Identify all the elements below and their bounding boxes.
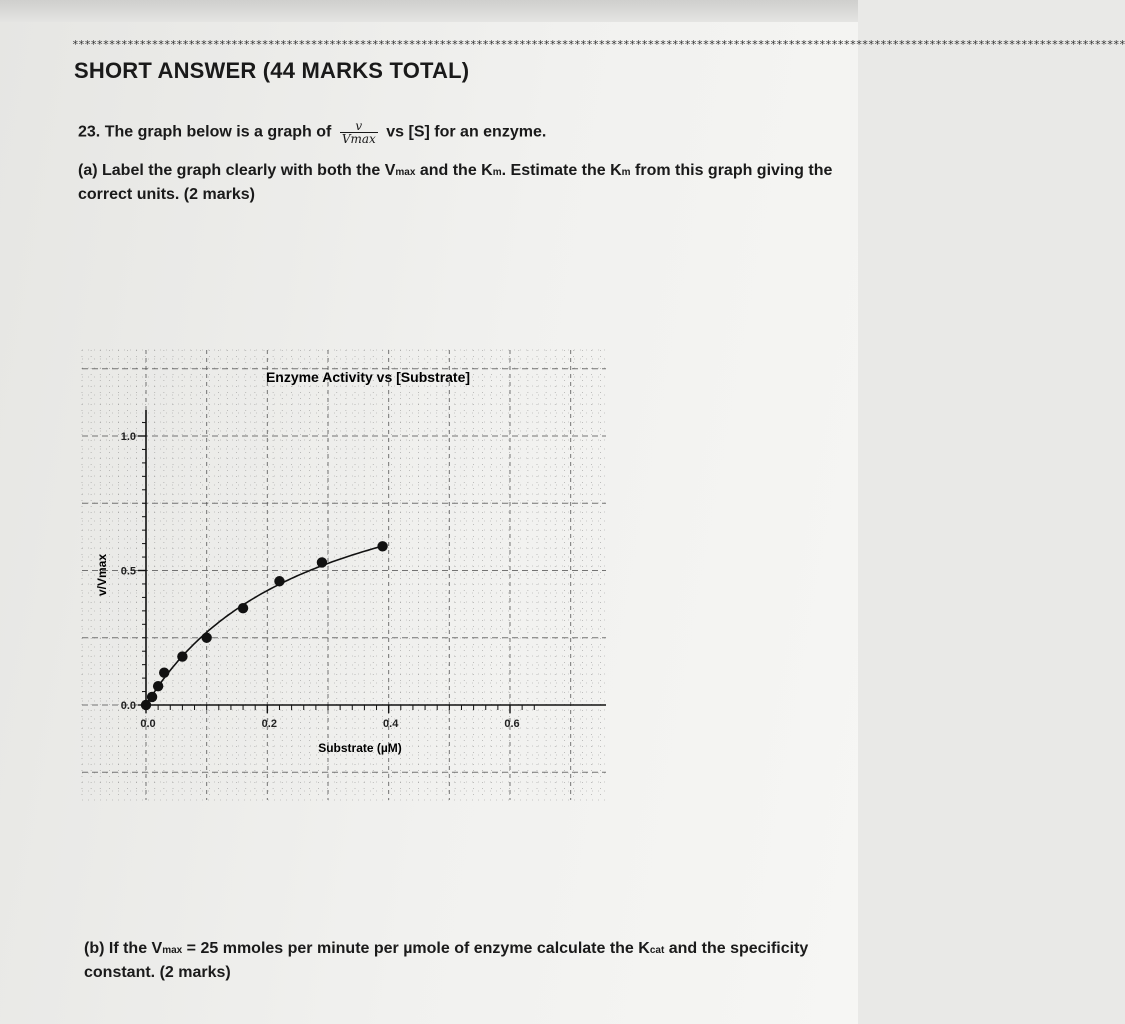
x-tick-label: 0.2	[261, 718, 277, 730]
x-tick-label: 0.4	[383, 718, 399, 730]
fit-curve	[146, 546, 383, 705]
chart-title: Enzyme Activity vs [Substrate]	[265, 369, 471, 385]
part-a-text-2: and the K	[415, 162, 493, 179]
part-b-text-2: = 25 mmoles per minute per µmole of enzyme calculate the K	[182, 940, 650, 957]
data-point	[153, 681, 163, 691]
data-point	[177, 651, 187, 661]
separator-line: ****************************************************************************************************************************************************************************	[72, 38, 1125, 51]
data-point	[159, 668, 169, 678]
y-tick-label: 0.5	[120, 565, 136, 578]
fit-curve-line	[146, 546, 383, 705]
tick-labels	[121, 431, 520, 730]
data-point	[147, 692, 157, 702]
question-intro-prefix: 23. The graph below is a graph of	[78, 123, 332, 141]
part-b-sub-max: max	[162, 945, 183, 956]
part-a-text-4: from this graph giving the correct units. (2 marks)	[78, 162, 833, 203]
x-tick-label: 0.0	[140, 718, 156, 730]
fraction-numerator: v	[340, 120, 378, 133]
data-point	[274, 576, 284, 586]
x-tick-label: 0.6	[504, 718, 520, 730]
data-point	[377, 541, 387, 551]
data-point	[201, 633, 211, 643]
part-a-text-1: (a) Label the graph clearly with both the V	[78, 162, 396, 179]
x-axis-label: Substrate (µM)	[318, 741, 402, 755]
data-point	[317, 557, 327, 567]
part-b-sub-cat: cat	[649, 945, 665, 956]
part-b-text-1: (b) If the V	[84, 940, 163, 957]
part-a-sub-m1: m	[492, 167, 502, 178]
section-title: SHORT ANSWER (44 MARKS TOTAL)	[74, 58, 470, 83]
part-a-sub-max: max	[395, 167, 416, 178]
chart-grid	[82, 350, 606, 800]
y-axis-label: v/Vmax	[95, 553, 109, 597]
question-intro-suffix: vs [S] for an enzyme.	[386, 123, 547, 141]
part-a-text-3: . Estimate the K	[501, 162, 622, 179]
y-tick-label: 1.0	[120, 431, 136, 443]
part-a-sub-m2: m	[621, 167, 631, 178]
y-tick-label: 0.0	[120, 700, 136, 712]
fraction-denominator: Vmax	[341, 132, 376, 146]
part-b-text-3: and the specificity constant. (2 marks)	[84, 940, 809, 981]
question-part-b	[84, 938, 854, 984]
chart-axes	[138, 410, 606, 713]
data-point	[238, 603, 248, 613]
